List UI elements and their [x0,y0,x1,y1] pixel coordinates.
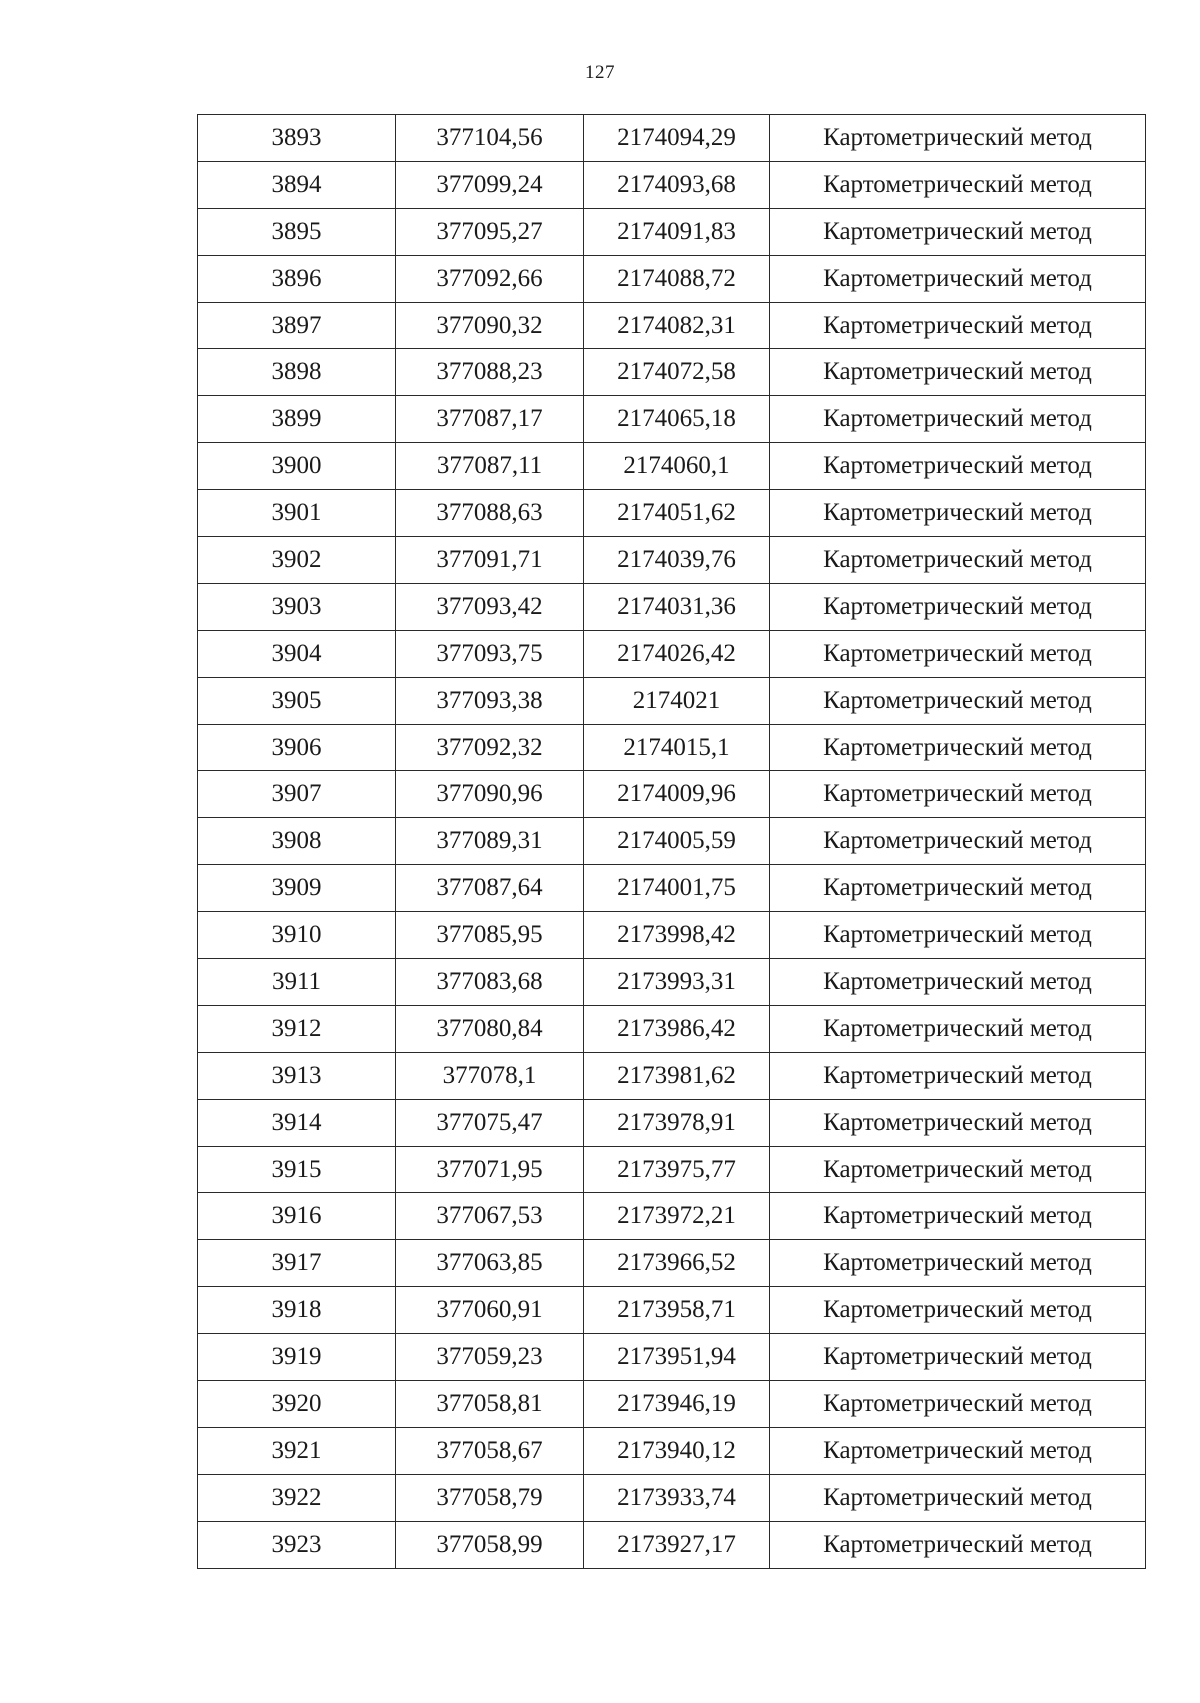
point-number-cell: 3907 [198,771,396,818]
point-number-cell: 3903 [198,583,396,630]
x-coordinate-cell: 377083,68 [396,959,584,1006]
method-cell: Картометрический метод [770,208,1146,255]
point-number-cell: 3898 [198,349,396,396]
x-coordinate-cell: 377087,17 [396,396,584,443]
x-coordinate-cell: 377058,67 [396,1427,584,1474]
point-number-cell: 3914 [198,1099,396,1146]
y-coordinate-cell: 2174093,68 [584,161,770,208]
y-coordinate-cell: 2173966,52 [584,1240,770,1287]
x-coordinate-cell: 377095,27 [396,208,584,255]
method-cell: Картометрический метод [770,490,1146,537]
table-row [198,1240,1146,1287]
point-number-cell: 3894 [198,161,396,208]
x-coordinate-cell: 377058,81 [396,1381,584,1428]
point-number-cell: 3918 [198,1287,396,1334]
method-cell: Картометрический метод [770,1193,1146,1240]
table-row [198,208,1146,255]
x-coordinate-cell: 377059,23 [396,1334,584,1381]
method-cell: Картометрический метод [770,1334,1146,1381]
y-coordinate-cell: 2174094,29 [584,115,770,162]
table-row [198,1381,1146,1428]
method-cell: Картометрический метод [770,1474,1146,1521]
method-cell: Картометрический метод [770,1052,1146,1099]
y-coordinate-cell: 2174009,96 [584,771,770,818]
method-cell: Картометрический метод [770,630,1146,677]
point-number-cell: 3917 [198,1240,396,1287]
method-cell: Картометрический метод [770,865,1146,912]
point-number-cell: 3899 [198,396,396,443]
method-cell: Картометрический метод [770,349,1146,396]
table-row [198,724,1146,771]
table-row [198,1052,1146,1099]
method-cell: Картометрический метод [770,583,1146,630]
point-number-cell: 3913 [198,1052,396,1099]
point-number-cell: 3904 [198,630,396,677]
table-row [198,1193,1146,1240]
y-coordinate-cell: 2174072,58 [584,349,770,396]
x-coordinate-cell: 377078,1 [396,1052,584,1099]
method-cell: Картометрический метод [770,1099,1146,1146]
point-number-cell: 3909 [198,865,396,912]
point-number-cell: 3893 [198,115,396,162]
method-cell: Картометрический метод [770,1381,1146,1428]
table-row [198,537,1146,584]
y-coordinate-cell: 2173927,17 [584,1521,770,1568]
x-coordinate-cell: 377085,95 [396,912,584,959]
table-row [198,1334,1146,1381]
table-row [198,583,1146,630]
x-coordinate-cell: 377060,91 [396,1287,584,1334]
table-row [198,302,1146,349]
y-coordinate-cell: 2173975,77 [584,1146,770,1193]
x-coordinate-cell: 377058,99 [396,1521,584,1568]
point-number-cell: 3906 [198,724,396,771]
point-number-cell: 3901 [198,490,396,537]
table-row [198,865,1146,912]
x-coordinate-cell: 377093,42 [396,583,584,630]
coordinates-table-body [198,115,1146,1569]
method-cell: Картометрический метод [770,443,1146,490]
method-cell: Картометрический метод [770,912,1146,959]
y-coordinate-cell: 2173933,74 [584,1474,770,1521]
y-coordinate-cell: 2174005,59 [584,818,770,865]
table-row [198,912,1146,959]
point-number-cell: 3916 [198,1193,396,1240]
x-coordinate-cell: 377088,63 [396,490,584,537]
x-coordinate-cell: 377063,85 [396,1240,584,1287]
table-row [198,1287,1146,1334]
method-cell: Картометрический метод [770,959,1146,1006]
y-coordinate-cell: 2174088,72 [584,255,770,302]
x-coordinate-cell: 377087,11 [396,443,584,490]
table-row [198,161,1146,208]
x-coordinate-cell: 377071,95 [396,1146,584,1193]
table-row [198,490,1146,537]
coordinates-table [197,114,1146,1569]
point-number-cell: 3912 [198,1005,396,1052]
point-number-cell: 3911 [198,959,396,1006]
method-cell: Картометрический метод [770,1427,1146,1474]
point-number-cell: 3923 [198,1521,396,1568]
x-coordinate-cell: 377058,79 [396,1474,584,1521]
y-coordinate-cell: 2174031,36 [584,583,770,630]
table-row [198,630,1146,677]
y-coordinate-cell: 2174091,83 [584,208,770,255]
method-cell: Картометрический метод [770,1240,1146,1287]
table-row [198,818,1146,865]
point-number-cell: 3921 [198,1427,396,1474]
y-coordinate-cell: 2173993,31 [584,959,770,1006]
method-cell: Картометрический метод [770,537,1146,584]
table-row [198,1474,1146,1521]
y-coordinate-cell: 2174039,76 [584,537,770,584]
point-number-cell: 3919 [198,1334,396,1381]
table-row [198,1005,1146,1052]
method-cell: Картометрический метод [770,677,1146,724]
y-coordinate-cell: 2173940,12 [584,1427,770,1474]
y-coordinate-cell: 2173998,42 [584,912,770,959]
x-coordinate-cell: 377091,71 [396,537,584,584]
point-number-cell: 3910 [198,912,396,959]
y-coordinate-cell: 2174001,75 [584,865,770,912]
table-row [198,396,1146,443]
point-number-cell: 3922 [198,1474,396,1521]
y-coordinate-cell: 2174051,62 [584,490,770,537]
point-number-cell: 3896 [198,255,396,302]
y-coordinate-cell: 2174026,42 [584,630,770,677]
x-coordinate-cell: 377075,47 [396,1099,584,1146]
x-coordinate-cell: 377093,38 [396,677,584,724]
x-coordinate-cell: 377093,75 [396,630,584,677]
y-coordinate-cell: 2173946,19 [584,1381,770,1428]
point-number-cell: 3920 [198,1381,396,1428]
method-cell: Картометрический метод [770,724,1146,771]
y-coordinate-cell: 2173981,62 [584,1052,770,1099]
x-coordinate-cell: 377092,66 [396,255,584,302]
point-number-cell: 3897 [198,302,396,349]
y-coordinate-cell: 2174015,1 [584,724,770,771]
method-cell: Картометрический метод [770,818,1146,865]
point-number-cell: 3902 [198,537,396,584]
x-coordinate-cell: 377088,23 [396,349,584,396]
point-number-cell: 3908 [198,818,396,865]
point-number-cell: 3895 [198,208,396,255]
point-number-cell: 3905 [198,677,396,724]
table-row [198,771,1146,818]
method-cell: Картометрический метод [770,771,1146,818]
x-coordinate-cell: 377089,31 [396,818,584,865]
method-cell: Картометрический метод [770,255,1146,302]
x-coordinate-cell: 377080,84 [396,1005,584,1052]
x-coordinate-cell: 377090,96 [396,771,584,818]
y-coordinate-cell: 2174060,1 [584,443,770,490]
y-coordinate-cell: 2174082,31 [584,302,770,349]
table-row [198,1099,1146,1146]
table-row [198,255,1146,302]
y-coordinate-cell: 2173978,91 [584,1099,770,1146]
y-coordinate-cell: 2173958,71 [584,1287,770,1334]
method-cell: Картометрический метод [770,396,1146,443]
method-cell: Картометрический метод [770,1287,1146,1334]
method-cell: Картометрический метод [770,1005,1146,1052]
x-coordinate-cell: 377099,24 [396,161,584,208]
point-number-cell: 3915 [198,1146,396,1193]
y-coordinate-cell: 2173951,94 [584,1334,770,1381]
table-row [198,1146,1146,1193]
y-coordinate-cell: 2174021 [584,677,770,724]
method-cell: Картометрический метод [770,1146,1146,1193]
method-cell: Картометрический метод [770,1521,1146,1568]
table-row [198,349,1146,396]
method-cell: Картометрический метод [770,115,1146,162]
x-coordinate-cell: 377092,32 [396,724,584,771]
x-coordinate-cell: 377067,53 [396,1193,584,1240]
y-coordinate-cell: 2173972,21 [584,1193,770,1240]
x-coordinate-cell: 377104,56 [396,115,584,162]
table-row [198,1427,1146,1474]
y-coordinate-cell: 2174065,18 [584,396,770,443]
table-row [198,1521,1146,1568]
page-number: 127 [585,62,615,83]
table-row [198,677,1146,724]
table-row [198,959,1146,1006]
x-coordinate-cell: 377090,32 [396,302,584,349]
table-row [198,443,1146,490]
method-cell: Картометрический метод [770,161,1146,208]
y-coordinate-cell: 2173986,42 [584,1005,770,1052]
method-cell: Картометрический метод [770,302,1146,349]
point-number-cell: 3900 [198,443,396,490]
table-row [198,115,1146,162]
x-coordinate-cell: 377087,64 [396,865,584,912]
